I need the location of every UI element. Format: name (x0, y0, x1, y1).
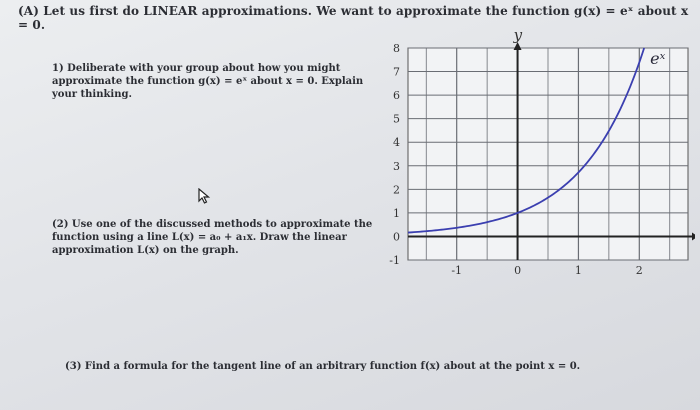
y-tick-label: 7 (393, 65, 400, 79)
x-tick-label: 2 (635, 264, 643, 277)
x-tick-label: 0 (514, 264, 522, 277)
section-a-header: (A) Let us first do LINEAR approximations. We want to approximate the function g(x) = eˣ about x = 0. (18, 4, 689, 32)
y-tick-label: 3 (393, 159, 400, 173)
question-1: 1) Deliberate with your group about how you might approximate the function g(x) = eˣ about x = 0. Explain your thinking. (52, 63, 364, 100)
question-3: (3) Find a formula for the tangent line of an arbitrary function f(x) about at the point x = 0. (65, 361, 581, 372)
x-axis-arrow (692, 232, 695, 240)
y-axis-label: y (513, 28, 523, 44)
y-tick-label: 5 (393, 112, 400, 126)
series-label-ex: eˣ (650, 49, 666, 68)
y-tick-label: 2 (393, 183, 400, 197)
x-tick-label: -1 (451, 264, 463, 277)
mouse-cursor-icon (198, 188, 212, 204)
x-tick-label: 1 (574, 264, 582, 277)
question-2: (2) Use one of the discussed methods to approximate the function using a line L(x) = a₀ + a₁x. Draw the linear approximation L(x) on the graph. (52, 219, 373, 256)
y-tick-label: 8 (393, 42, 400, 55)
y-tick-label: -1 (389, 254, 400, 267)
y-tick-label: 1 (393, 206, 400, 220)
exponential-graph (370, 28, 695, 286)
y-tick-label: 0 (393, 230, 400, 244)
y-tick-label: 4 (393, 136, 400, 150)
y-tick-label: 6 (393, 89, 400, 103)
